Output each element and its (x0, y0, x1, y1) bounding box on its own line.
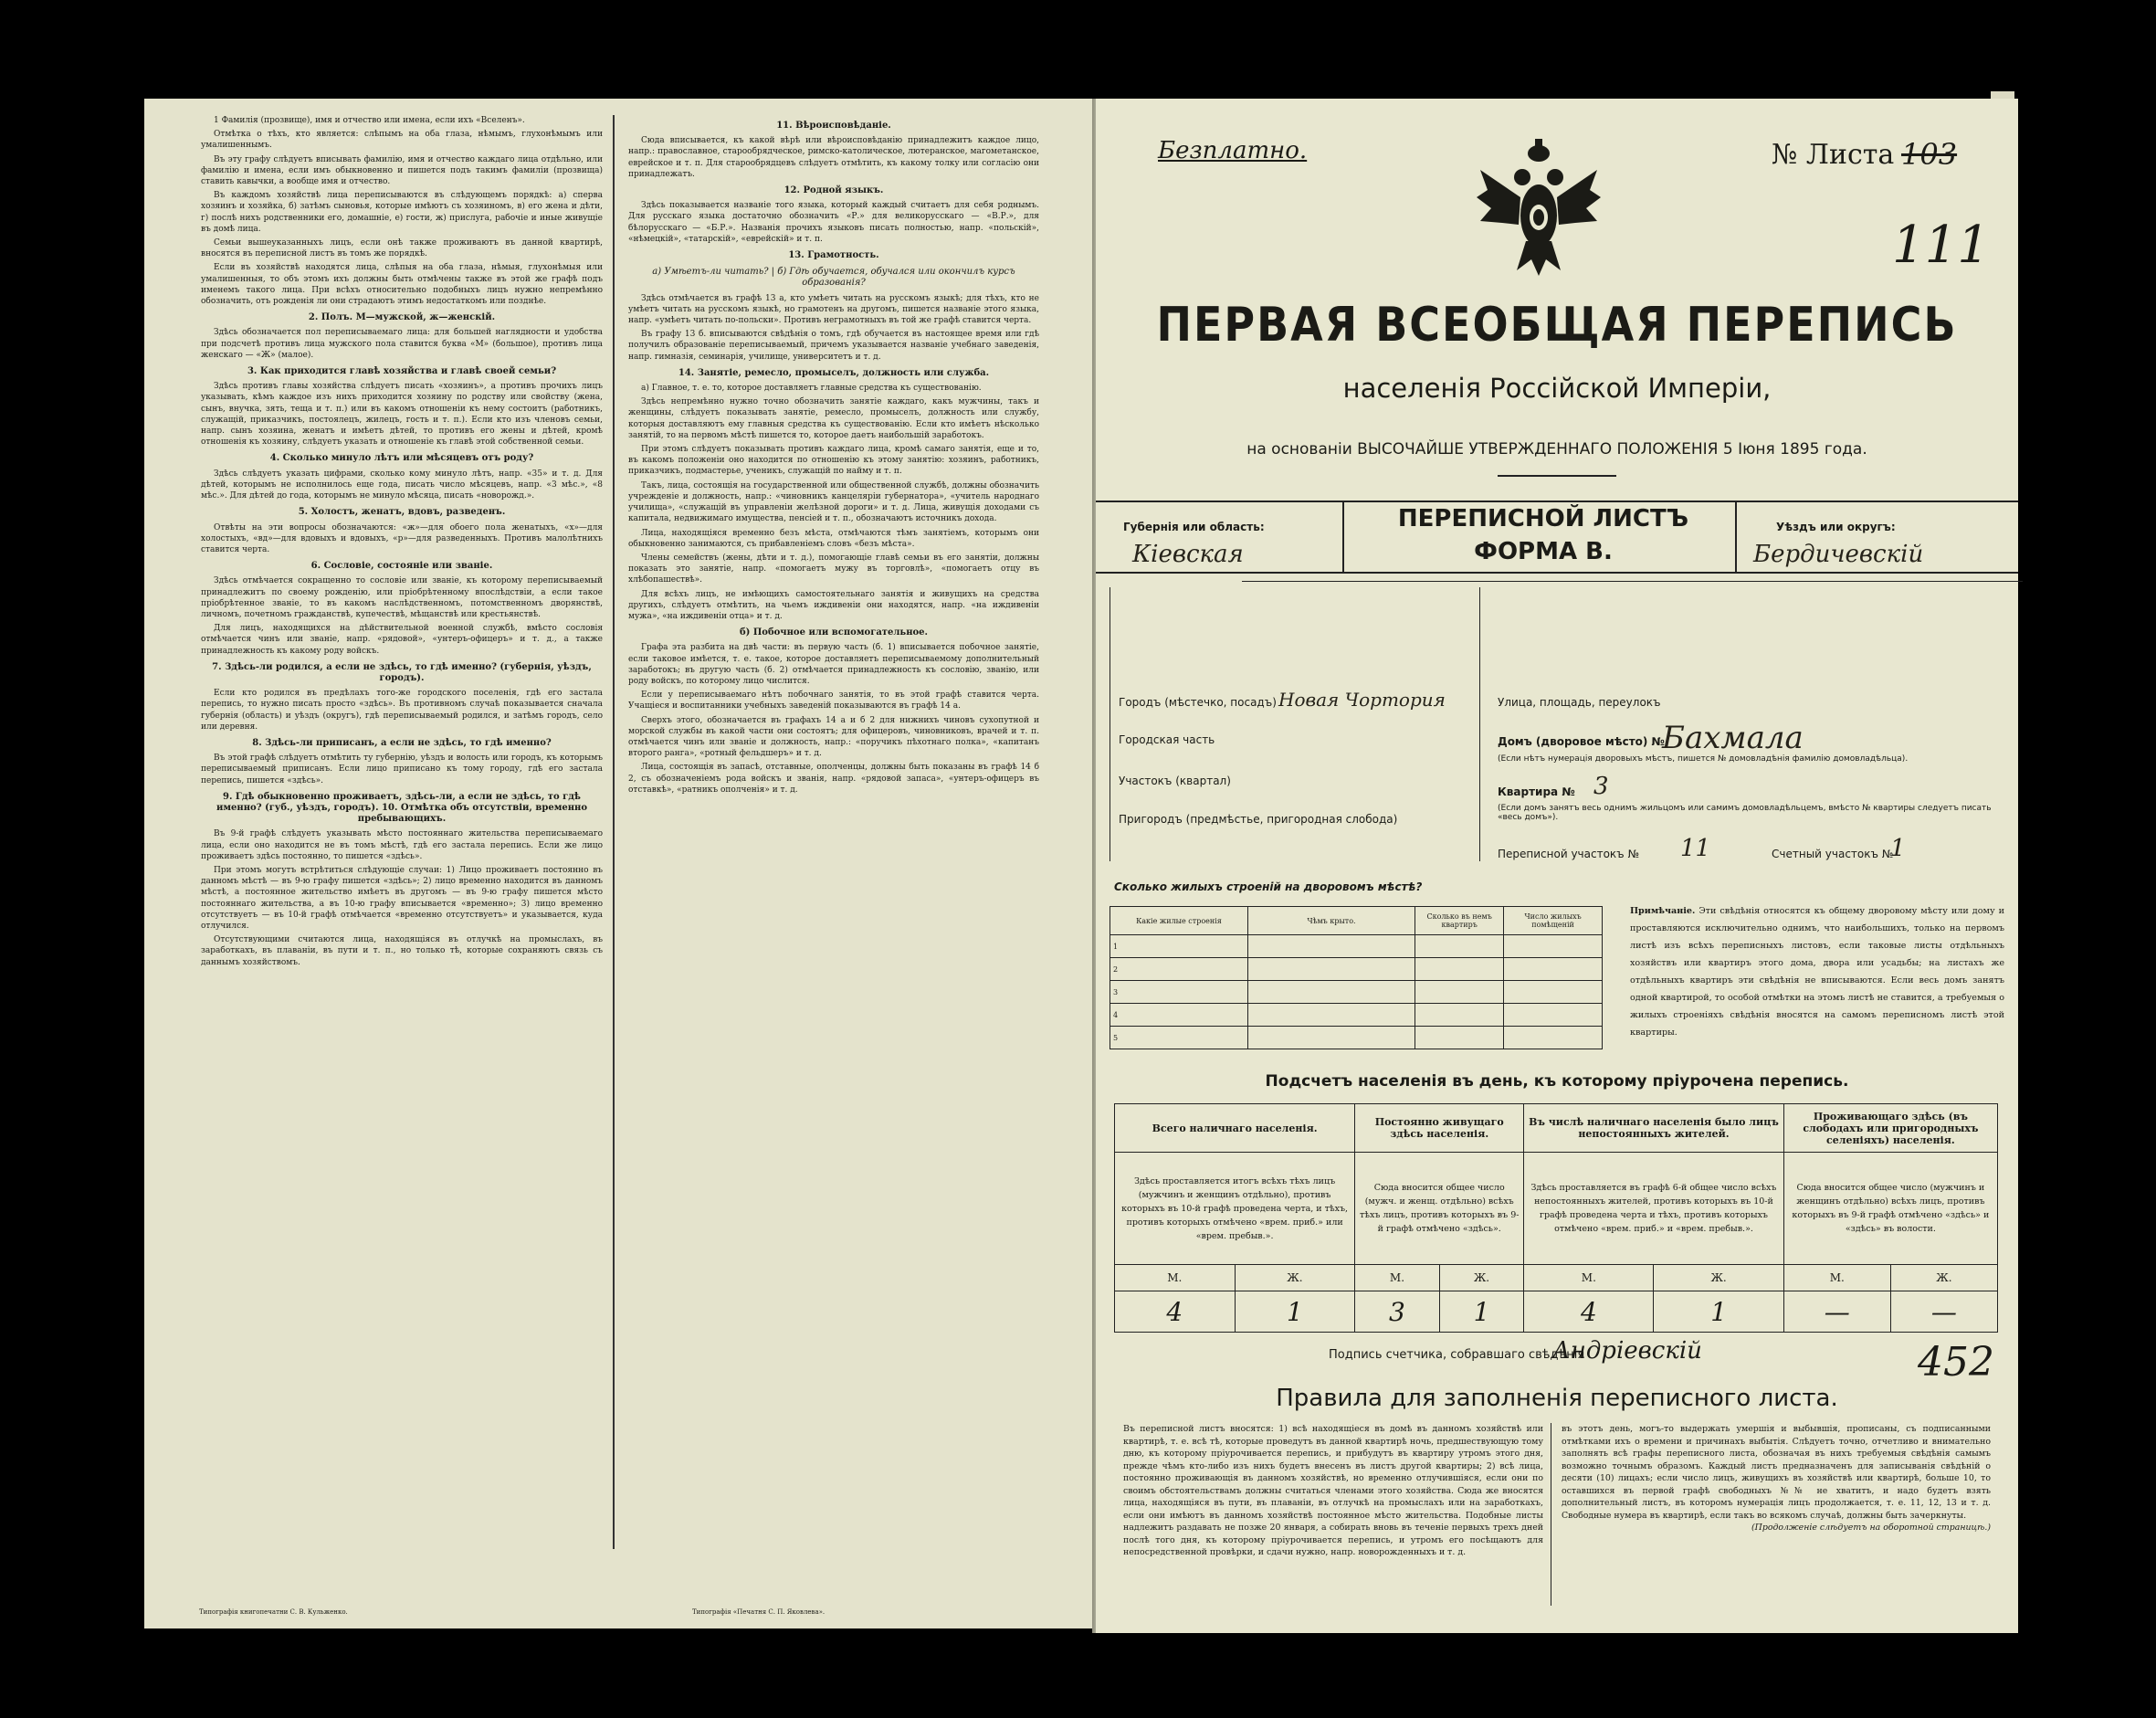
instruction-paragraph: Здѣсь показывается названіе того языка, который каждый считаетъ для себя роднымъ. Для русскаго языка достаточно обозначить «Р.» для великорусскаго — «В.Р.», для бѣлорусскаго — «Б.Р.». Названія прочихъ языковъ писать полностью, напр. «польскій», «нѣмецкій», «татарскій», «еврейскій» и т. п. (628, 201, 1039, 244)
instruction-heading: б) Побочное или вспомогательное. (739, 627, 929, 638)
page-subtitle: населенія Россійской Имперіи, (1342, 373, 1772, 404)
note-title: Примѣчаніе. (1630, 906, 1696, 916)
instruction-paragraph: Лица, находящіяся временно безъ мѣста, отмѣчаются тѣмъ занятіемъ, которымъ они обыкновенно занимаются, съ прибавленіемъ словъ «безъ мѣста». (628, 528, 1039, 549)
suburb-label: Пригородъ (предмѣстье, пригородная слобода) (1119, 813, 1398, 826)
buildings-col-header: Число жилыхъ помѣщеній (1504, 907, 1603, 935)
census-district-label: Переписной участокъ № (1498, 848, 1639, 860)
instruction-paragraph: Отвѣты на эти вопросы обозначаются: «ж»—для обоего пола женатыхъ, «х»—для холостыхъ, «вд»—для вдовыхъ и вдовыхъ, «р»—для разведенныхъ. Противъ малолѣтнихъ ставится черта. (201, 522, 603, 554)
instruction-paragraph: Здѣсь непремѣнно нужно точно обозначить занятіе каждаго, какъ мужчины, такъ и женщины, слѣдуетъ показывать занятіе, ремесло, промыселъ, должность или службу, которыя доставляютъ ему главныя средства къ существованію. Если кто имѣетъ нѣсколько занятій, то на первомъ мѣстѣ пишется то, которое даетъ наибольшій заработокъ. (628, 397, 1039, 440)
instruction-paragraph: Для лицъ, находящихся на дѣйствительной военной службѣ, вмѣсто сословія отмѣчается чинъ или званіе, напр. «рядовой», «унтеръ-офицеръ» и т. д., а также принадлежность къ какому роду войскъ. (201, 624, 603, 656)
sex-label: М. (1524, 1265, 1654, 1291)
sheet-number-label: № Листа (1772, 139, 1895, 171)
table-row (1110, 958, 1603, 981)
street-label: Улица, площадь, переулокъ (1498, 696, 1661, 709)
instruction-heading: 12. Родной языкъ. (784, 185, 884, 196)
population-col-description: Здѣсь проставляется въ графѣ 6-й общее число всѣхъ непостоянныхъ жителей, противъ которыхъ въ 10-й графѣ проведена черта и тѣхъ, противъ которыхъ отмѣчено «врем. приб.» и «врем. пребыв.». (1524, 1153, 1784, 1265)
population-value: — (1890, 1291, 1997, 1333)
left-page (144, 99, 1094, 1628)
apartment-label: Квартира № (1498, 785, 1575, 798)
city-value: Новая Чортория (1278, 689, 1446, 711)
page-title: ПЕРВАЯ ВСЕОБЩАЯ ПЕРЕПИСЬ (1156, 296, 1958, 353)
instruction-paragraph: Въ графу 13 б. вписываются свѣдѣнія о томъ, гдѣ обучается въ настоящее время или гдѣ получилъ образованіе переписываемый, причемъ указывается названіе учебнаго заведенія, напр. гимназія, семинарія, училище, университетъ и т. д. (628, 330, 1039, 362)
population-value: 3 (1355, 1291, 1440, 1333)
instruction-paragraph: Здѣсь отмѣчается сокращенно то сословіе или званіе, къ которому переписываемый принадлежитъ по своему рожденію, или пріобрѣтенному впослѣдствіи, а если такое пріобрѣтенное званіе, то въ какомъ наслѣдственномъ, потомственномъ дворянствѣ, личномъ, почетномъ гражданствѣ, купечествѣ, мѣщанствѣ или крестьянствѣ. (201, 576, 603, 619)
gubernia-label: Губернія или область: (1123, 521, 1265, 533)
rules-column-1: Въ переписной листъ вносятся: 1) всѣ находящіеся въ домѣ въ данномъ хозяйствѣ или квартирѣ, т. е. всѣ тѣ, которые проведутъ въ данной квартирѣ ночь, предшествующую тому дню, къ которому пріурочивается перепись, и прибудутъ въ квартиру утромъ этого дня, прежде чѣмъ кто-либо изъ нихъ будетъ внесенъ въ листъ другой квартиры; 2) всѣ лица, постоянно проживающія въ данномъ хозяйствѣ, но временно отлучившіяся, если они по своимъ обстоятельствамъ должны считаться членами этого хозяйства. Сюда же вносятся лица, находящіяся въ пути, въ плаваніи, въ отлучкѣ на промыслахъ или на заработкахъ, если они имѣютъ въ данномъ хозяйствѣ постоянное мѣсто жительства. Подобные листы надлежитъ раздавать не позже 20 января, а собирать вновь въ теченіе первыхъ трехъ дней послѣ того дня, къ которому пріурочивается перепись, и утромъ его посѣщаютъ для непосредственной провѣрки, и сдачи нужно, напр. новорожденныхъ и т. д. (1123, 1424, 1543, 1557)
house-note: (Если нѣтъ нумерація дворовыхъ мѣстъ, пишется № домовладѣнія фамилію домовладѣльца). (1498, 754, 1909, 764)
district-label: Участокъ (квартал) (1119, 775, 1231, 787)
population-header-row (1115, 1104, 1998, 1153)
instruction-paragraph: Если въ хозяйствѣ находятся лица, слѣпыя на оба глаза, нѣмыя, глухонѣмыя или умалишенныя, то объ этомъ ихъ должны быть отмѣчены также въ этой же графѣ подъ именемъ такого лица. При всѣхъ относительно подобныхъ лицъ нужно непремѣнно обозначить, отъ рожденія ли они страдаютъ этимъ недостаткомъ или позднѣе. (201, 263, 603, 307)
apartment-value: 3 (1593, 773, 1609, 800)
instruction-heading: 6. Сословіе, состояніе или званіе. (310, 561, 493, 572)
instruction-heading: 7. Здѣсь-ли родился, а если не здѣсь, то гдѣ именно? (губернія, уѣздъ, городъ). (212, 661, 592, 683)
row-number: 4 (1110, 1004, 1248, 1027)
instruction-paragraph: Лица, состоящія въ запасѣ, отставные, ополченцы, должны быть показаны въ графѣ 14 б 2, съ обозначеніемъ рода войскъ и званія, напр. «рядовой запаса», «унтеръ-офицеръ въ отставкѣ», «ратникъ ополченія» и т. д. (628, 763, 1039, 795)
row-number: 5 (1110, 1027, 1248, 1049)
instruction-heading: 2. Полъ. М—мужской, ж—женскій. (308, 312, 496, 323)
table-row (1110, 1004, 1603, 1027)
population-col-description: Здѣсь проставляется итогъ всѣхъ тѣхъ лицъ (мужчинъ и женщинъ отдѣльно), противъ которыхъ въ 10-й графѣ проведена черта, и тѣхъ, противъ которыхъ отмѣчено «врем. приб.» или «врем. пребыв.». (1115, 1153, 1355, 1265)
house-value: Бахмала (1662, 720, 1804, 756)
apartment-note: (Если домъ занятъ весь однимъ жильцомъ или самимъ домовладѣльцемъ, вмѣсто № квартиры следуетъ писать «весь домъ»). (1498, 804, 1992, 822)
right-page (1096, 99, 2018, 1633)
note-block (1630, 902, 2004, 1041)
instruction-heading: 8. Здѣсь-ли приписанъ, а если не здѣсь, то гдѣ именно? (252, 737, 552, 748)
table-row (1110, 1027, 1603, 1049)
population-col-header: Въ числѣ наличнаго населенія было лицъ непостоянныхъ жителей. (1524, 1104, 1784, 1153)
city-label: Городъ (мѣстечко, посадъ) (1119, 696, 1277, 709)
handwritten-number-452: 452 (1918, 1339, 1994, 1386)
buildings-col-header: Сколько въ немъ квартиръ (1415, 907, 1504, 935)
rules-continued-note: (Продолженіе слѣдуетъ на оборотной страницѣ.) (1751, 1523, 1991, 1533)
population-value: 4 (1524, 1291, 1654, 1333)
sex-label: Ж. (1439, 1265, 1524, 1291)
sex-label: М. (1355, 1265, 1440, 1291)
sex-label: Ж. (1235, 1265, 1355, 1291)
population-values-row (1115, 1291, 1998, 1333)
sex-label: М. (1783, 1265, 1890, 1291)
form-title-line-2: ФОРМА В. (1474, 538, 1613, 565)
sex-label: М. (1115, 1265, 1236, 1291)
legal-basis-line: на основаніи ВЫСОЧАЙШЕ УТВЕРЖДЕННАГО ПОЛОЖЕНІЯ 5 Іюня 1895 года. (1246, 440, 1867, 458)
table-row (1110, 935, 1603, 958)
buildings-col-header: Какіе жилые строенія (1110, 907, 1248, 935)
instruction-paragraph: Семьи вышеуказанныхъ лицъ, если онѣ также проживаютъ въ данной квартирѣ, вносятся въ переписной листъ въ томъ же порядкѣ. (201, 238, 603, 259)
address-box-top (1242, 581, 2023, 582)
table-row (1110, 981, 1603, 1004)
counting-area-value: 1 (1890, 835, 1906, 862)
instruction-heading: 3. Как приходится главѣ хозяйства и главѣ своей семьи? (247, 366, 557, 377)
instruction-heading: 5. Холостъ, женатъ, вдовъ, разведенъ. (298, 507, 506, 518)
rules-title: Правила для заполненія переписного листа. (1276, 1385, 1838, 1412)
buildings-question: Сколько жилыхъ строеній на дворовомъ мѣстѣ? (1114, 880, 1423, 893)
counter-signature-label: Подпись счетчика, собравшаго свѣдѣнія (1329, 1348, 1585, 1362)
instruction-paragraph: Сюда вписывается, къ какой вѣрѣ или вѣроисповѣданію принадлежитъ каждое лицо, напр.: православное, старообрядческое, римско-католическое, лютеранское, магометанское, еврейское и т. п. Для старообрядцевъ слѣдуетъ отмѣтить, къ какому толку или согласію они принадлежатъ. (628, 136, 1039, 179)
row-number: 3 (1110, 981, 1248, 1004)
title-rule (1498, 475, 1616, 477)
form-title-line-1: ПЕРЕПИСНОЙ ЛИСТЪ (1397, 505, 1689, 532)
sheet-number-value: 103 (1901, 137, 1958, 172)
instruction-heading: а) Умѣетъ-ли читать? | б) Гдѣ обучается, обучался или окончилъ курсъ образованія? (652, 267, 1015, 289)
population-value: — (1783, 1291, 1890, 1333)
city-part-label: Городская часть (1119, 733, 1215, 746)
instruction-paragraph: При этомъ могутъ встрѣтиться слѣдующіе случаи: 1) Лицо проживаетъ постоянно въ данномъ мѣстѣ — въ 9-ю графу пишется «здѣсь»; 2) лицо временно находится въ данномъ мѣстѣ, а постоянное жительство имѣетъ въ другомъ — въ 9-ю графу пишется мѣсто постояннаго жительства, а въ 10-ю графу вписывается «временно»; 3) лицо временно отсутствуетъ — въ 10-й графѣ отмѣчается «временно отсутствуетъ» и указывается, куда отлучился. (201, 865, 603, 931)
instruction-paragraph: Отсутствующими считаются лица, находящіяся въ отлучкѣ на промыслахъ, въ заработкахъ, въ плаваніи, въ пути и т. п., но только тѣ, которые сохраняютъ связь съ даннымъ хозяйствомъ. (201, 935, 603, 967)
population-col-header: Проживающаго здѣсь (въ слободахъ или пригородныхъ селеніяхъ) населенія. (1783, 1104, 1997, 1153)
instruction-heading: 14. Занятіе, ремесло, промыселъ, должность или служба. (678, 367, 990, 378)
instruction-paragraph: а) Главное, т. е. то, которое доставляетъ главные средства къ существованію. (641, 384, 982, 394)
instructions-column-2 (628, 115, 1039, 1567)
address-box-middle (1479, 587, 1480, 861)
instruction-paragraph: Въ 9-й графѣ слѣдуетъ указывать мѣсто постояннаго жительства переписываемаго лица, если оно находится не въ томъ мѣстѣ, гдѣ его застала перепись. Если же лицо проживаетъ здѣсь постоянно, то пишется «здѣсь». (201, 829, 603, 861)
population-col-description: Сюда вносится общее число (мужчинъ и женщинъ отдѣльно) всѣхъ лицъ, противъ которыхъ въ 9-й графѣ отмѣчено «здѣсь» и «здѣсь» въ волости. (1783, 1153, 1997, 1265)
header-box-bottom (1096, 572, 2018, 574)
rules-column-2-text: въ этотъ день, могъ-то выдержать умершія и выбывшія, прописаны, съ подписанными отмѣтками ихъ о времени и причинахъ выбытія. Слѣдуетъ точно, отчетливо и внимательно заполнять всѣ графы переписного листа, обозначая въ нихъ требуемыя свѣдѣнія самымъ возможно точнымъ образомъ. Каждый листъ предназначенъ для записыванія свѣдѣній о десяти (10) лицахъ; если число лицъ, живущихъ въ хозяйствѣ или квартирѣ, больше 10, то оставшихся въ первой графѣ свободныхъ №№ не хватитъ, и надо будетъ взять дополнительный листъ, въ которомъ нумерація лицъ продолжается, т. е. 11, 12, 13 и т. д. Свободные нумера въ квартирѣ, если такъ во всякомъ случаѣ, должны быть зачеркнуты. (1562, 1424, 1991, 1521)
uezd-label: Уѣздъ или округъ: (1776, 521, 1896, 533)
population-col-header: Всего наличнаго населенія. (1115, 1104, 1355, 1153)
instruction-paragraph: Въ этой графѣ слѣдуетъ отмѣтить ту губернію, уѣздъ и волость или городъ, къ которымъ переписываемый приписанъ. Если лицо приписано къ тому городу, гдѣ его застала перепись, пишется «здѣсь». (201, 754, 603, 785)
instruction-paragraph: Здѣсь отмѣчается въ графѣ 13 а, кто умѣетъ читать на русскомъ языкѣ; для тѣхъ, кто не умѣетъ читать на русскомъ языкѣ, но грамотенъ на другомъ, пишется названіе этого языка, напр. «умѣетъ читать по-польски». Противъ неграмотныхъ въ той же графѣ ставится черта. (628, 293, 1039, 326)
instruction-paragraph: Здѣсь слѣдуетъ указать цифрами, сколько кому минуло лѣтъ, напр. «35» и т. д. Для дѣтей, которымъ не исполнилось еще года, писать число мѣсяцевъ, напр. «3 мѣс.», «8 мѣс.». Для дѣтей до года, которымъ не минуло мѣсяца, писать «новорожд.». (201, 469, 603, 501)
population-col-header: Постоянно живущаго здѣсь населенія. (1355, 1104, 1524, 1153)
house-label: Домъ (дворовое мѣсто) № (1498, 735, 1665, 748)
instruction-paragraph: Въ каждомъ хозяйствѣ лица переписываются въ слѣдующемъ порядкѣ: а) сперва хозяинъ и хозяйка, б) затѣмъ сыновья, которые имѣютъ съ хозяиномъ, в) его жена и дѣти, г) послѣ нихъ родственники его, домашніе, е) гости, ж) прислуга, рабочіе и иные живущіе въ домѣ лица. (201, 191, 603, 234)
form-title (1342, 502, 1744, 568)
printer-footer-right: Типографія «Печатня С. П. Яковлева». (692, 1608, 826, 1616)
gubernia-value: Кіевская (1132, 541, 1244, 568)
census-district-value: 11 (1680, 835, 1711, 862)
instruction-heading: 11. Вѣроисповѣданіе. (776, 121, 891, 131)
instruction-heading: 4. Сколько минуло лѣтъ или мѣсяцевъ отъ роду? (269, 453, 534, 464)
instruction-paragraph: Здѣсь противъ главы хозяйства слѣдуетъ писать «хозяинъ», а противъ прочихъ лицъ указывать, кѣмъ каждое изъ нихъ приходится хозяину по родству или свойству (жена, сынъ, внучка, зять, теща и т. п.) или въ какомъ отношеніи къ нему состоитъ (работникъ, служащій, приказчикъ, постоялецъ, жилецъ, гость и т. п.). Если кто изъ членовъ семьи, напр. сынъ хозяина, женатъ и имѣетъ дѣтей, то противъ его жены и дѣтей, кромѣ отношенія къ хозяину, слѣдуетъ указать и отношеніе къ главѣ этой собственной семьи. (201, 382, 603, 448)
population-value: 1 (1439, 1291, 1524, 1333)
free-of-charge-label: Безплатно. (1158, 137, 1308, 164)
column-divider (613, 115, 615, 1549)
instruction-paragraph: Если у переписываемаго нѣтъ побочнаго занятія, то въ этой графѣ ставится черта. Учащіеся и воспитанники учебныхъ заведеній показываются въ графѣ 14 а. (628, 690, 1039, 711)
population-sex-row (1115, 1265, 1998, 1291)
instruction-heading: 13. Грамотность. (788, 250, 879, 261)
instruction-paragraph: 1 Фамилія (прозвище), имя и отчество или имена, если ихъ «Вселенъ». (214, 116, 525, 125)
instructions-column-1 (201, 115, 603, 1567)
buildings-table-header (1110, 907, 1603, 935)
instruction-paragraph: Для всѣхъ лицъ, не имѣющихъ самостоятельнаго занятія и живущихъ на средства другихъ, слѣдуетъ отмѣтить, на чьемъ иждивеніи они находятся, напр. «на иждивеніи мужа», «на иждивеніи отца» и т. д. (628, 589, 1039, 621)
row-number: 1 (1110, 935, 1248, 958)
counting-area-label: Счетный участокъ № (1772, 848, 1894, 860)
instruction-paragraph: При этомъ слѣдуетъ показывать противъ каждаго лица, кромѣ самаго занятія, еще и то, въ какомъ положеніи оно находится по отношенію къ этому занятію: хозяинъ, работникъ, приказчикъ, подмастерье, ученикъ, служащій по найму и т. п. (628, 445, 1039, 477)
imperial-eagle-emblem (1475, 133, 1603, 279)
population-value: 4 (1115, 1291, 1236, 1333)
instruction-paragraph: Такъ, лица, состоящія на государственной или общественной службѣ, должны обозначить учрежденіе и должность, напр.: «чиновникъ канцеляріи губернатора», «учитель народнаго училища», «служащій въ управленіи желѣзной дороги» и т. д. Лица, живущія доходами съ капитала, недвижимаго имущества, пенсіей и т. п., обозначаютъ источникъ дохода. (628, 480, 1039, 524)
buildings-col-header: Чѣмъ крыто. (1247, 907, 1415, 935)
population-desc-row (1115, 1153, 1998, 1265)
instruction-paragraph: Если кто родился въ предѣлахъ того-же городского поселенія, гдѣ его застала перепись, то нужно писать просто «здѣсь». Въ противномъ случаѣ показывается сначала губернія (область) и уѣздъ (округъ), гдѣ переписываемый родился, и затѣмъ городъ, село или деревня. (201, 689, 603, 732)
instruction-paragraph: Отмѣтка о тѣхъ, кто является: слѣпымъ на оба глаза, нѣмымъ, глухонѣмымъ или умалишеннымъ. (201, 130, 603, 151)
population-count-title: Подсчетъ населенія въ день, къ которому пріурочена перепись. (1265, 1072, 1849, 1091)
population-value: 1 (1654, 1291, 1783, 1333)
counter-signature: Андрiевскiй (1552, 1337, 1702, 1365)
sex-label: Ж. (1890, 1265, 1997, 1291)
instruction-heading: 9. Гдѣ обыкновенно проживаетъ, здѣсь-ли, а если не здѣсь, то гдѣ именно? (губ., уѣздъ, городъ). 10. Отмѣтка объ отсутствіи, временно пребывающихъ. (216, 791, 588, 825)
uezd-value: Бердичевскій (1753, 541, 1924, 568)
instruction-paragraph: Здѣсь обозначается пол переписываемаго лица: для большей наглядности и удобства при подсчетѣ противъ лица мужского пола ставится буква «М» (большое), противъ лица женскаго — «Ж» (малое). (201, 328, 603, 360)
instruction-paragraph: Члены семействъ (жены, дѣти и т. д.), помогающіе главѣ семьи въ его занятіи, должны показать это занятіе, напр. «помогаетъ мужу въ торговлѣ», «помогаетъ отцу въ хлѣбопашествѣ». (628, 553, 1039, 585)
instruction-paragraph: Въ эту графу слѣдуетъ вписывать фамилію, имя и отчество каждаго лица отдѣльно, или фамилію и имена, если имъ обыкновенно и пишется подъ такимъ фамиліи (прозвища) ставить кавычки, а вообще имя и отчество. (201, 154, 603, 187)
instruction-paragraph: Сверхъ этого, обозначается въ графахъ 14 а и б 2 для нижнихъ чиновъ сухопутной и морской службы въ какой части они состоятъ; для офицеровъ, чиновниковъ, врачей и т. п. отмѣчается чинъ или званіе и должность, напр.: «поручикъ пѣхотнаго полка», «капитанъ второго ранга», «ротный фельдшеръ» и т. д. (628, 715, 1039, 759)
row-number: 2 (1110, 958, 1248, 981)
note-text: Эти свѣдѣнія относятся къ общему дворовому мѣсту или дому и проставляются исключительно однимъ, что наибольшихъ, только на первомъ листѣ изъ всѣхъ переписныхъ листовъ, если таковые листы отдѣльныхъ хозяйствъ или квартиръ этого дома, двора или усадьбы; на листахъ же отдѣльныхъ квартиръ эти свѣдѣнія не вписываются. Если весь домъ занятъ одной квартирой, то особой отмѣтки на этомъ листѣ не ставится, а требуемыя о жилыхъ строеніяхъ свѣдѣнія вносятся на самомъ переписномъ листѣ этой квартиры. (1630, 906, 2004, 1038)
population-count-table (1114, 1103, 1998, 1333)
printer-footer-left: Типографія книгопечатни С. В. Кульженко. (199, 1608, 348, 1616)
buildings-table (1110, 906, 1603, 1049)
sex-label: Ж. (1654, 1265, 1783, 1291)
population-value: 1 (1235, 1291, 1355, 1333)
population-col-description: Сюда вносится общее число (мужч. и женщ. отдѣльно) всѣхъ тѣхъ лицъ, противъ которыхъ въ 9-й графѣ отмѣчено «здѣсь». (1355, 1153, 1524, 1265)
instruction-paragraph: Графа эта разбита на двѣ части: въ первую часть (б. 1) вписывается побочное занятіе, если таковое имѣется, т. е. такое, которое доставляетъ переписываемому дополнительный заработокъ; въ другую часть (б. 2) отмѣчается принадлежность къ сословію, званію, или роду войскъ, по которому лицо числится. (628, 643, 1039, 686)
handwritten-number-111: 111 (1892, 216, 1990, 275)
rules-column-2 (1562, 1423, 1991, 1606)
